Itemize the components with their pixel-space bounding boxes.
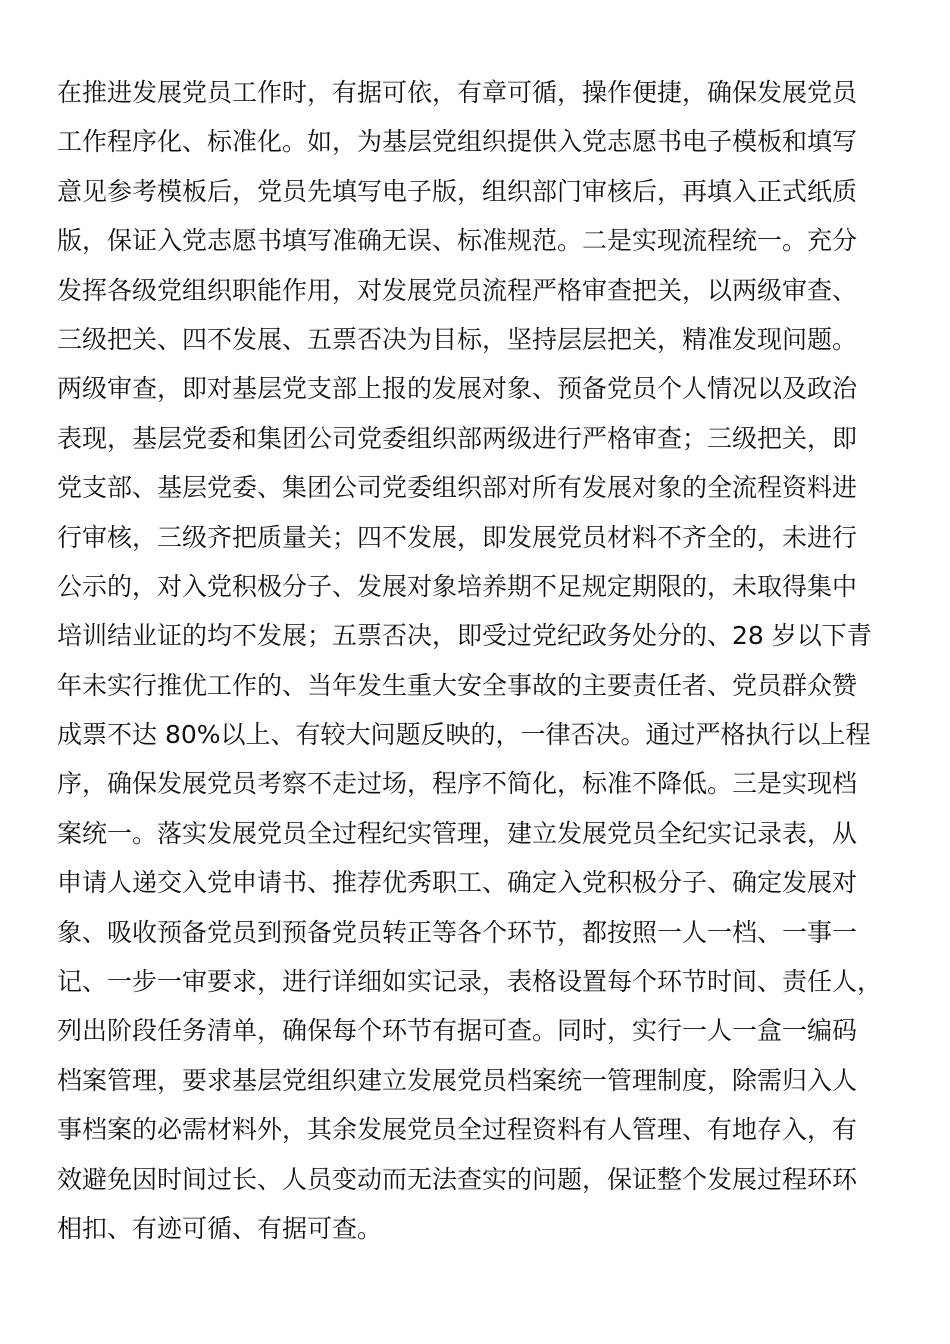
text-line: 版，保证入党志愿书填写准确无误、标准规范。二是实现流程统一。充分 (57, 226, 858, 256)
text-line: 两级审查，即对基层党支部上报的发展对象、预备党员个人情况以及政治 (57, 374, 858, 404)
text-line: 象、吸收预备党员到预备党员转正等各个环节，都按照一人一档、一事一 (57, 917, 858, 947)
text-line: 公示的，对入党积极分子、发展对象培养期不足规定期限的，未取得集中 (57, 571, 858, 601)
text-line: 工作程序化、标准化。如，为基层党组织提供入党志愿书电子模板和填写 (57, 127, 858, 157)
text-line: 发挥各级党组织职能作用，对发展党员流程严格审查把关，以两级审查、 (57, 275, 858, 305)
text-line: 相扣、有迹可循、有据可查。 (57, 1213, 383, 1243)
text-line: 案统一。落实发展党员全过程纪实管理，建立发展党员全纪实记录表，从 (57, 818, 858, 848)
text-line: 意见参考模板后，党员先填写电子版，组织部门审核后，再填入正式纸质 (57, 176, 858, 206)
text-line: 列出阶段任务清单，确保每个环节有据可查。同时，实行一人一盒一编码 (57, 1016, 858, 1046)
text-line: 年未实行推优工作的、当年发生重大安全事故的主要责任者、党员群众赞 (57, 670, 858, 700)
body-paragraph (57, 68, 897, 1253)
text-line: 效避免因时间过长、人员变动而无法查实的问题，保证整个发展过程环环 (57, 1164, 858, 1194)
text-line: 记、一步一审要求，进行详细如实记录，表格设置每个环节时间、责任人， (57, 967, 883, 997)
text-line: 成票不达 80%以上、有较大问题反映的，一律否决。通过严格执行以上程 (57, 720, 871, 750)
text-line: 在推进发展党员工作时，有据可依，有章可循，操作便捷，确保发展党员 (57, 78, 858, 107)
text-line: 行审核，三级齐把质量关；四不发展，即发展党员材料不齐全的，未进行 (57, 522, 858, 552)
text-line: 党支部、基层党委、集团公司党委组织部对所有发展对象的全流程资料进 (57, 473, 858, 503)
text-line: 事档案的必需材料外，其余发展党员全过程资料有人管理、有地存入，有 (57, 1115, 858, 1145)
text-line: 表现，基层党委和集团公司党委组织部两级进行严格审查；三级把关，即 (57, 423, 858, 453)
text-line: 申请人递交入党申请书、推荐优秀职工、确定入党积极分子、确定发展对 (57, 868, 858, 898)
text-line: 序，确保发展党员考察不走过场，程序不简化，标准不降低。三是实现档 (57, 769, 858, 799)
text-line: 培训结业证的均不发展；五票否决，即受过党纪政务处分的、28 岁以下青 (57, 621, 872, 651)
text-line: 三级把关、四不发展、五票否决为目标，坚持层层把关，精准发现问题。 (57, 324, 858, 354)
text-line: 档案管理，要求基层党组织建立发展党员档案统一管理制度，除需归入人 (57, 1065, 858, 1095)
